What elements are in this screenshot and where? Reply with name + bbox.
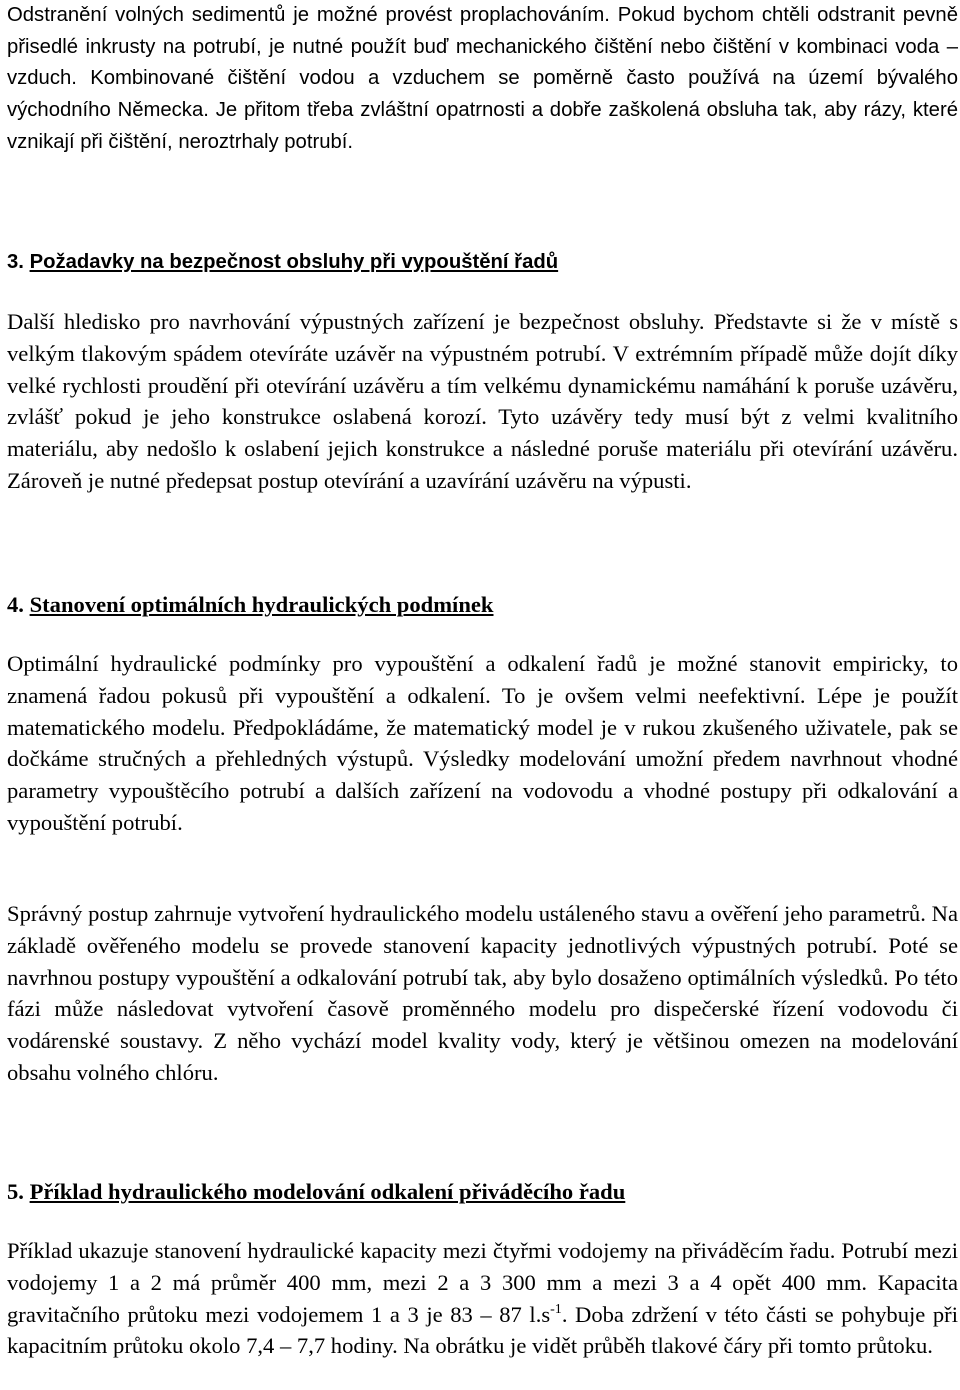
section-5-title: Příklad hydraulického modelování odkalení přiváděcího řadu bbox=[29, 1179, 626, 1204]
section-3-heading bbox=[7, 247, 958, 278]
example-text-part2: . Doba zdržení v této části se pohybuje při kapacitním průtoku okolo 7,4 – 7,7 hodiny. Na obrátku je vidět průběh tlakové čáry při tomto průtoku. bbox=[7, 1301, 958, 1359]
paragraph-operator-safety: Další hledisko pro navrhování výpustných zařízení je bezpečnost obsluhy. Představte si že v místě s velkým tlakovým spádem otevíráte uzávěr na výpustném potrubí. V extrémním případě může dojít díky velké rychlosti proudění při otevírání uzávěru a tím velkému dynamickému namáhání k poruše uzávěru, zvlášť pokud je jeho konstrukce oslabená korozí. Tyto uzávěry tedy musí být z velmi kvalitního materiálu, aby nedošlo k oslabení jejich konstrukce a následné poruše materiálu při otevírání uzávěru. Zároveň je nutné předepsat postup otevírání a uzavírání uzávěru na výpusti. bbox=[7, 309, 958, 493]
example-text-part1: Příklad ukazuje stanovení hydraulické kapacity mezi čtyřmi vodojemy na přiváděcím řadu. Potrubí mezi vodojemy 1 a 2 má průměr 400 mm, mezi 2 a 3 300 mm a mezi 3 a 4 opět 400 mm. Kapacita gravitačního průtoku mezi vodojemem 1 a 3 je 83 – 87 l.s bbox=[7, 1238, 958, 1327]
section-3-number: 3. bbox=[7, 251, 30, 273]
section-5-number: 5. bbox=[7, 1179, 30, 1204]
section-3-title: Požadavky na bezpečnost obsluhy při vypouštění řadů bbox=[29, 251, 559, 273]
paragraph-example-capacity bbox=[7, 1235, 958, 1362]
section-4-heading bbox=[7, 589, 958, 620]
section-4-number: 4. bbox=[7, 592, 30, 617]
unit-exponent: -1 bbox=[550, 1301, 562, 1317]
section-4-title: Stanovení optimálních hydraulických podmínek bbox=[29, 592, 494, 617]
paragraph-optimal-conditions: Optimální hydraulické podmínky pro vypouštění a odkalení řadů je možné stanovit empiricky, to znamená řadou pokusů při vypouštění a odkalení. To je ovšem velmi neefektivní. Lépe je použít matematického modelu. Předpokládáme, že matematický model je v rukou zkušeného uživatele, pak se dočkáme stručných a přehledných výstupů. Výsledky modelování umožní předem navrhnout vhodné parametry vypouštěcího potrubí a dalších zařízení na vodovodu a vhodné postupy při odkalování a vypouštění potrubí. bbox=[7, 651, 958, 835]
paragraph-correct-procedure: Správný postup zahrnuje vytvoření hydraulického modelu ustáleného stavu a ověření jeho parametrů. Na základě ověřeného modelu se provede stanovení kapacity jednotlivých výpustných potrubí. Poté se navrhnou postupy vypouštění a odkalování potrubí tak, aby bylo dosaženo optimálních výsledků. Po této fázi může následovat vytvoření časově proměnného modelu pro dispečerské řízení vodovodu či vodárenské soustavy. Z něho vychází model kvality vody, který je většinou omezen na modelování obsahu volného chlóru. bbox=[7, 901, 958, 1085]
section-5-heading bbox=[7, 1176, 958, 1207]
paragraph-cleaning-methods: Odstranění volných sedimentů je možné provést proplachováním. Pokud bychom chtěli odstranit pevně přisedlé inkrusty na potrubí, je nutné použít buď mechanického čištění nebo čištění v kombinaci voda – vzduch. Kombinované čištění vodou a vzduchem se poměrně často používá na území bývalého východního Německa. Je přitom třeba zvláštní opatrnosti a dobře zaškolená obsluha tak, aby rázy, které vznikají při čištění, neroztrhaly potrubí. bbox=[7, 4, 958, 153]
